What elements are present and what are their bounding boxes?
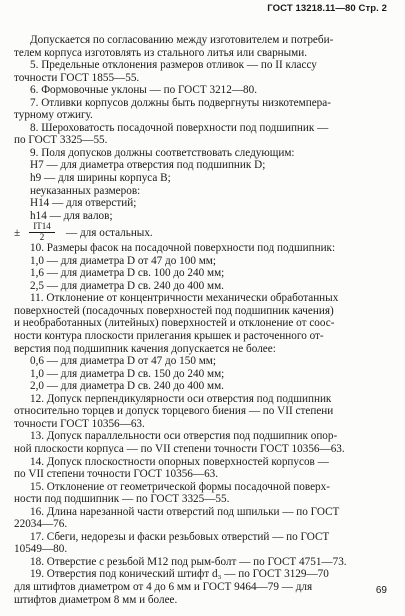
text-line: неуказанных размеров: xyxy=(30,184,141,197)
fraction xyxy=(22,222,62,242)
text-line: ности под подшипник — по ГОСТ 3325—55. xyxy=(14,493,230,506)
text-line: штифтов диаметром 8 мм и более. xyxy=(14,593,178,606)
text-line: 9. Поля допусков должны соответствовать следующим: xyxy=(30,146,295,159)
text-line: h9 — для ширины корпуса В; xyxy=(30,172,171,185)
text-line: 5. Предельные отклонения размеров отливок — по II классу xyxy=(30,59,317,72)
text-line: и необработанных (литейных) поверхностей и отклонение от соос- xyxy=(14,317,335,330)
text-line: 14. Допуск плоскостности опорных поверхностей корпусов — xyxy=(30,455,329,468)
text-line: 2,5 — для диаметра D св. 240 до 400 мм. xyxy=(30,279,224,292)
text-line: по VII степени точности ГОСТ 10356—63. xyxy=(14,468,219,481)
text-line: Н7 — для диаметра отверстия под подшипник D; xyxy=(30,159,266,172)
text-line: 12. Допуск перпендикулярности оси отверстия под подшипник xyxy=(30,392,332,405)
text-line: 8. Шероховатость посадочной поверхности под подшипник — xyxy=(30,121,329,134)
fraction-denominator: 2 xyxy=(39,231,45,242)
text-line: 19. Отверстия под конический штифт d₃ — по ГОСТ 3129—70 xyxy=(30,568,329,581)
fraction-text: — для остальных. xyxy=(66,227,153,240)
text-line: телем корпуса изготовлять из стального литья или сварными. xyxy=(14,46,308,59)
text-line: точности ГОСТ 1855—55. xyxy=(14,71,140,84)
text-line: 7. Отливки корпусов должны быть подвергнуты низкотемпера- xyxy=(30,96,331,109)
text-line: точности ГОСТ 10356—63. xyxy=(14,417,145,430)
text-line: 17. Сбеги, недорезы и фаски резьбовых отверстий — по ГОСТ xyxy=(30,530,330,543)
page-header: ГОСТ 13218.11—80 Стр. 2 xyxy=(267,3,387,14)
text-line: относительно торцев и допуск торцевого биения — по VII степени xyxy=(14,405,334,418)
text-line: 1,6 — для диаметра D св. 100 до 240 мм; xyxy=(30,267,225,280)
fraction-numerator: IT14 xyxy=(33,221,51,232)
page-number: 69 xyxy=(375,585,387,596)
text-line: 16. Длина нарезанной части отверстий под шпильки — по ГОСТ xyxy=(30,505,340,518)
text-line: верстия под подшипник качения допускается не более: xyxy=(14,342,276,355)
text-line: поверхностей (посадочных поверхностей под подшипник качения) xyxy=(14,304,334,317)
text-line: 6. Формовочные уклоны — по ГОСТ 3212—80. xyxy=(30,84,258,97)
text-line: ности контура плоскости прилегания крышек и расточенного от- xyxy=(14,330,324,343)
body-text xyxy=(14,34,392,606)
text-line: 1,0 — для диаметра D от 47 до 100 мм; xyxy=(30,254,216,267)
text-line: 0,6 — для диаметра D от 47 до 150 мм; xyxy=(30,355,216,368)
text-line: 10549—80. xyxy=(14,543,68,556)
text-line: ной плоскости корпуса — по VII степени точности ГОСТ 10356—63. xyxy=(14,442,345,455)
text-line: 10. Размеры фасок на посадочной поверхности под подшипник: xyxy=(30,242,336,255)
text-line: 1,0 — для диаметра D св. 150 до 240 мм; xyxy=(30,367,225,380)
text-line: Н14 — для отверстий; xyxy=(30,197,137,210)
text-line: турному отжигу. xyxy=(14,109,93,122)
text-line: 22034—76. xyxy=(14,518,68,531)
text-line: h14 — для валов; xyxy=(30,209,113,222)
plus-minus-sign: ± xyxy=(14,227,21,240)
text-line: 18. Отверстие с резьбой М12 под рым-болт — по ГОСТ 4751—73. xyxy=(30,555,347,568)
text-line: Допускается по согласованию между изготовителем и потреби- xyxy=(30,34,334,46)
text-line: 11. Отклонение от концентричности механически обработанных xyxy=(30,292,339,305)
text-line: 15. Отклонение от геометрической формы посадочной поверх- xyxy=(30,480,330,493)
text-line: 2,0 — для диаметра D св. 240 до 400 мм. xyxy=(30,380,224,393)
fraction-line xyxy=(14,222,392,242)
text-line: по ГОСТ 3325—55. xyxy=(14,134,108,147)
text-line: 13. Допуск параллельности оси отверстия под подшипник опор- xyxy=(30,430,338,443)
text-line: для штифтов диаметром от 4 до 6 мм и ГОСТ 9464—79 — для xyxy=(14,580,313,593)
